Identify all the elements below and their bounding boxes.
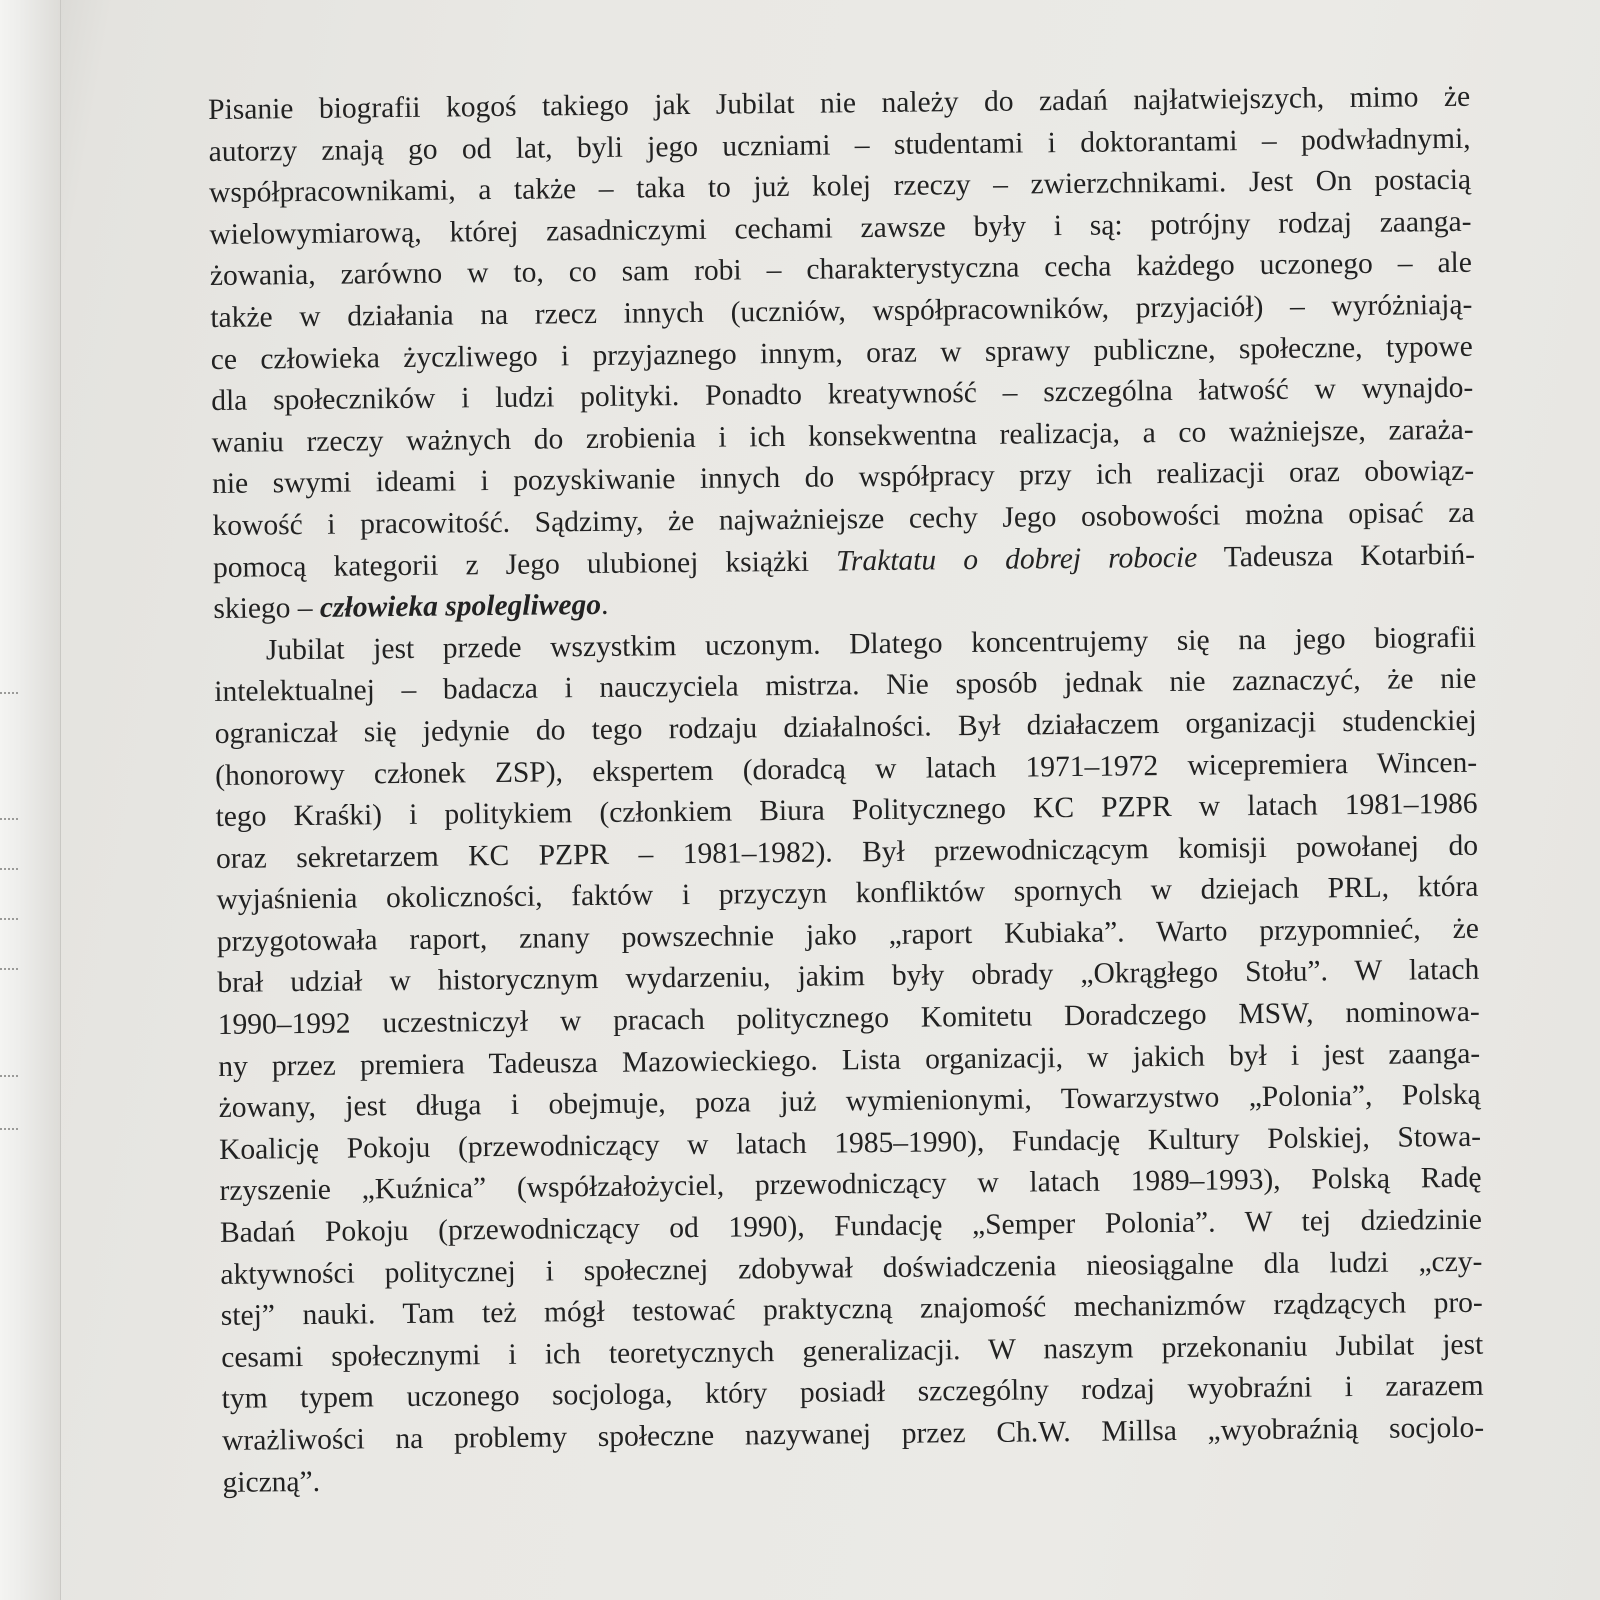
text-line: cesami społecznymi i ich teoretycznych generalizacji. W naszym przekonaniu Jubilat jest xyxy=(221,1328,1484,1374)
text-segment: skiego – xyxy=(213,591,321,626)
leader-dots xyxy=(0,1128,18,1130)
text-line: aktywności politycznej i społecznej zdobywał doświadczenia nieosiągalne dla ludzi „czy- xyxy=(220,1245,1483,1291)
text-line: rzyszenie „Kuźnica” (współzałożyciel, przewodniczący w latach 1989–1993), Polską Radę xyxy=(219,1162,1482,1208)
text-segment: . xyxy=(600,588,609,622)
text-segment: pomocą kategorii z Jego ulubionej książki xyxy=(212,544,837,584)
text-line: waniu rzeczy ważnych do zrobienia i ich konsekwentna realizacja, a co ważniejsze, zaraża- xyxy=(211,413,1474,459)
text-line: tym typem uczonego socjologa, który posiadł szczególny rodzaj wyobraźni i zarazem xyxy=(221,1370,1484,1416)
text-line: autorzy znają go od lat, byli jego uczniami – studentami i doktorantami – podwładnymi, xyxy=(208,122,1471,168)
paragraph-1 xyxy=(208,77,1476,631)
text-line: 1990–1992 uczestniczył w pracach politycznego Komitetu Doradczego MSW, nominowa- xyxy=(217,995,1480,1042)
text-line: żowania, zarówno w to, co sam robi – charakterystyczna cecha każdego uczonego – ale xyxy=(209,247,1473,293)
text-line: brał udział w historycznym wydarzeniu, jakim były obrady „Okrągłego Stołu”. W latach xyxy=(217,954,1480,1000)
leader-dots xyxy=(0,968,18,970)
text-line: Jubilat jest przede wszystkim uczonym. Dlatego koncentrujemy się na jego biografii xyxy=(265,621,1476,667)
text-line: ograniczał się jedynie do tego rodzaju działalności. Był działaczem organizacji studenckiej xyxy=(214,704,1477,750)
leader-dots xyxy=(0,918,18,920)
leader-dots xyxy=(0,868,18,870)
text-line: ce człowieka życzliwego i przyjaznego innym, oraz w sprawy publiczne, społeczne, typowe xyxy=(210,330,1473,376)
text-line: Koalicję Pokoju (przewodniczący w latach 1985–1990), Fundację Kultury Polskiej, Stowa- xyxy=(218,1120,1482,1166)
leader-dots xyxy=(0,1075,18,1077)
text-line: żowany, jest długa i obejmuje, poza już wymienionymi, Towarzystwo „Polonia”, Polską xyxy=(218,1078,1481,1125)
text-line: giczną”. xyxy=(222,1465,321,1499)
text-line: dla społeczników i ludzi polityki. Ponadto kreatywność – szczególna łatwość w wynajdo- xyxy=(211,371,1474,418)
text-line: intelektualnej – badacza i nauczyciela mistrza. Nie sposób jednak nie zaznaczyć, że nie xyxy=(214,663,1477,709)
text-line: wrażliwości na problemy społeczne nazywanej przez Ch.W. Millsa „wyobraźnią socjolo- xyxy=(221,1411,1485,1457)
text-line: stej” nauki. Tam też mógł testować praktyczną znajomość mechanizmów rządzących pro- xyxy=(220,1286,1483,1333)
text-line: Badań Pokoju (przewodniczący od 1990), Fundację „Semper Polonia”. W tej dziedzinie xyxy=(219,1203,1483,1249)
text-line: przygotowała raport, znany powszechnie jako „raport Kubiaka”. Warto przypomnieć, że xyxy=(216,912,1480,958)
text-line: (honorowy członek ZSP), ekspertem (doradcą w latach 1971–1972 wicepremiera Wincen- xyxy=(215,746,1478,792)
text-line: także w działania na rzecz innych (uczniów, współpracowników, przyjaciół) – wyróżniają- xyxy=(210,288,1473,334)
facing-page-edge xyxy=(0,0,61,1600)
paragraph-2 xyxy=(214,617,1485,1504)
text-line: ny przez premiera Tadeusza Mazowieckiego. Lista organizacji, w jakich był i jest zaanga- xyxy=(218,1037,1481,1083)
text-line: wielowymiarową, której zasadniczymi cechami zawsze były i są: potrójny rodzaj zaanga- xyxy=(209,205,1472,251)
text-line: wyjaśnienia okoliczności, faktów i przyczyn konfliktów spornych w dziejach PRL, która xyxy=(216,871,1479,917)
text-line: kowość i pracowitość. Sądzimy, że najważniejsze cechy Jego osobowości można opisać za xyxy=(212,496,1475,542)
text-line: nie swymi ideami i pozyskiwanie innych do współpracy przy ich realizacji oraz obowiąz- xyxy=(211,455,1475,501)
emphasized-term: człowieka spolegliwego xyxy=(319,589,602,624)
text-line: Pisanie biografii kogoś takiego jak Jubilat nie należy do zadań najłatwiejszych, mimo że xyxy=(208,80,1471,126)
text-line: oraz sekretarzem KC PZPR – 1981–1982). Był przewodniczącym komisji powołanej do xyxy=(215,829,1479,875)
text-segment: Tadeusza Kotarbiń- xyxy=(1197,538,1476,574)
text-line: współpracownikami, a także – taka to już kolej rzeczy – zwierzchnikami. Jest On postacią xyxy=(208,163,1472,210)
body-text xyxy=(208,77,1485,1504)
text-line: tego Kraśki) i politykiem (członkiem Biura Politycznego KC PZPR w latach 1981–1986 xyxy=(215,787,1478,834)
leader-dots xyxy=(0,692,18,694)
leader-dots xyxy=(0,818,18,820)
book-title: Traktatu o dobrej robocie xyxy=(835,541,1198,577)
